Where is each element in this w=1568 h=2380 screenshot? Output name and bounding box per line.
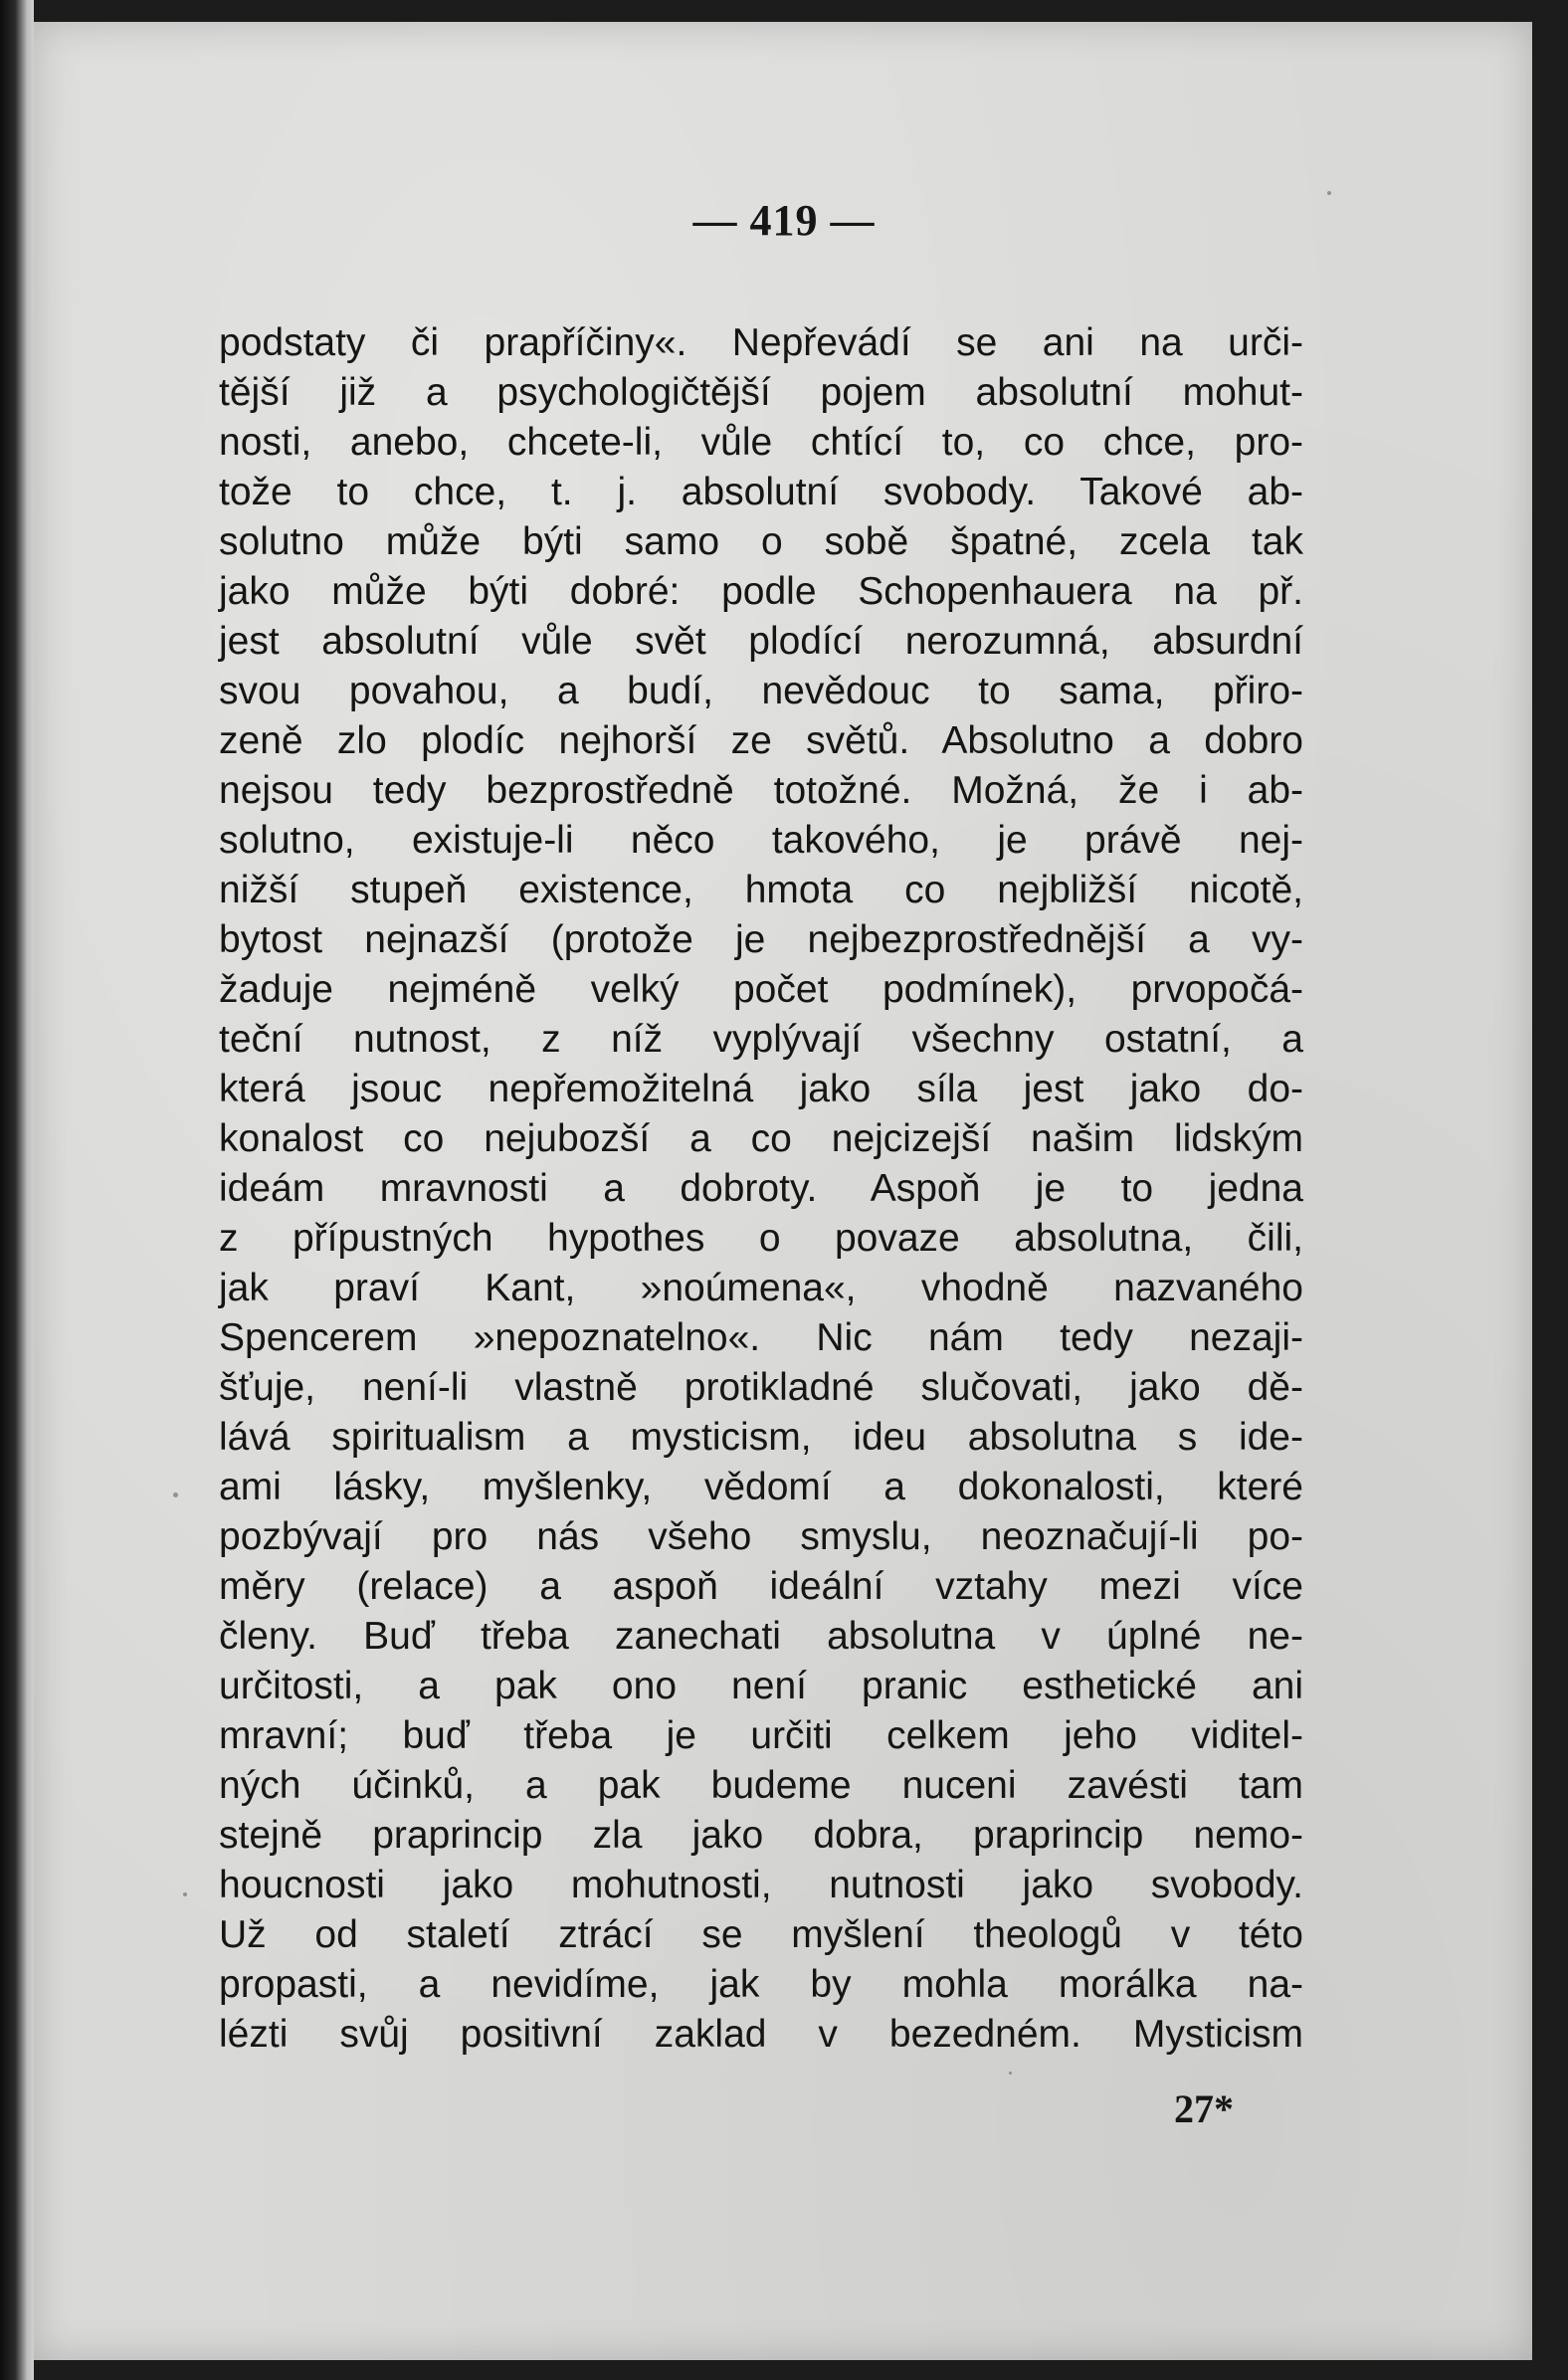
text-line: určitosti, a pak ono není pranic esthetické ani [219,1665,1303,1707]
text-line: která jsouc nepřemožitelná jako síla jest jako do- [219,1068,1303,1110]
text-line: svou povahou, a budí, nevědouc to sama, přiro- [219,670,1303,712]
text-line: jest absolutní vůle svět plodící nerozumná, absurdní [219,620,1303,663]
text-line: Už od staletí ztrácí se myšlení theologů v této [219,1913,1303,1956]
text-line: nižší stupeň existence, hmota co nejbližší nicotě, [219,869,1303,911]
text-line: stejně praprincip zla jako dobra, praprincip nemo- [219,1814,1303,1857]
text-line: jak praví Kant, »noúmena«, vhodně nazvaného [219,1267,1303,1309]
text-line: ideám mravnosti a dobroty. Aspoň je to jedna [219,1167,1303,1210]
text-line: lézti svůj positivní zaklad v bezedném. Mysticism [219,2013,1303,2056]
paper-speck [183,1892,187,1896]
paper-speck [173,1492,178,1497]
text-line: solutno, existuje-li něco takového, je právě nej- [219,819,1303,862]
text-line: členy. Buď třeba zanechati absolutna v úplné ne- [219,1615,1303,1658]
text-line: tější již a psychologičtější pojem absolutní mohut- [219,371,1303,414]
text-line: bytost nejnazší (protože je nejbezprostřednější a vy- [219,918,1303,961]
text-line: podstaty či prapříčiny«. Nepřevádí se ani na urči- [219,321,1303,364]
text-line: houcnosti jako mohutnosti, nutnosti jako svobody. [219,1864,1303,1906]
text-line: šťuje, není-li vlastně protikladné slučovati, jako dě- [219,1366,1303,1409]
text-line: konalost co nejubozší a co nejcizejší našim lidským [219,1117,1303,1160]
text-line: žaduje nejméně velký počet podmínek), prvopočá- [219,968,1303,1011]
text-line: zeně zlo plodíc nejhorší ze světů. Absolutno a dobro [219,719,1303,762]
text-line: z přípustných hypothes o povaze absolutna, čili, [219,1217,1303,1260]
paper-speck [1009,2072,1012,2075]
body-text [219,318,1303,2060]
text-line: tože to chce, t. j. absolutní svobody. Takové ab- [219,471,1303,513]
text-line: Spencerem »nepoznatelno«. Nic nám tedy nezaji- [219,1316,1303,1359]
text-line: jako může býti dobré: podle Schopenhauera na př. [219,570,1303,613]
text-line: ami lásky, myšlenky, vědomí a dokonalosti, které [219,1466,1303,1508]
signature-mark: 27* [1174,2086,1234,2131]
text-line: mravní; buď třeba je určiti celkem jeho viditel- [219,1714,1303,1757]
text-line: teční nutnost, z níž vyplývají všechny ostatní, a [219,1018,1303,1061]
text-line: měry (relace) a aspoň ideální vztahy mezi více [219,1565,1303,1608]
page-number: — 419 — [692,196,876,245]
text-line: lává spiritualism a mysticism, ideu absolutna s ide- [219,1416,1303,1459]
text-line: pozbývají pro nás všeho smyslu, neoznačují-li po- [219,1515,1303,1558]
text-line: ných účinků, a pak budeme nuceni zavésti tam [219,1764,1303,1807]
book-spine-edge [0,0,34,2380]
text-line: solutno může býti samo o sobě špatné, zcela tak [219,520,1303,563]
text-line: nosti, anebo, chcete-li, vůle chtící to, co chce, pro- [219,421,1303,464]
text-line: nejsou tedy bezprostředně totožné. Možná, že i ab- [219,769,1303,812]
text-line: propasti, a nevidíme, jak by mohla morálka na- [219,1963,1303,2006]
